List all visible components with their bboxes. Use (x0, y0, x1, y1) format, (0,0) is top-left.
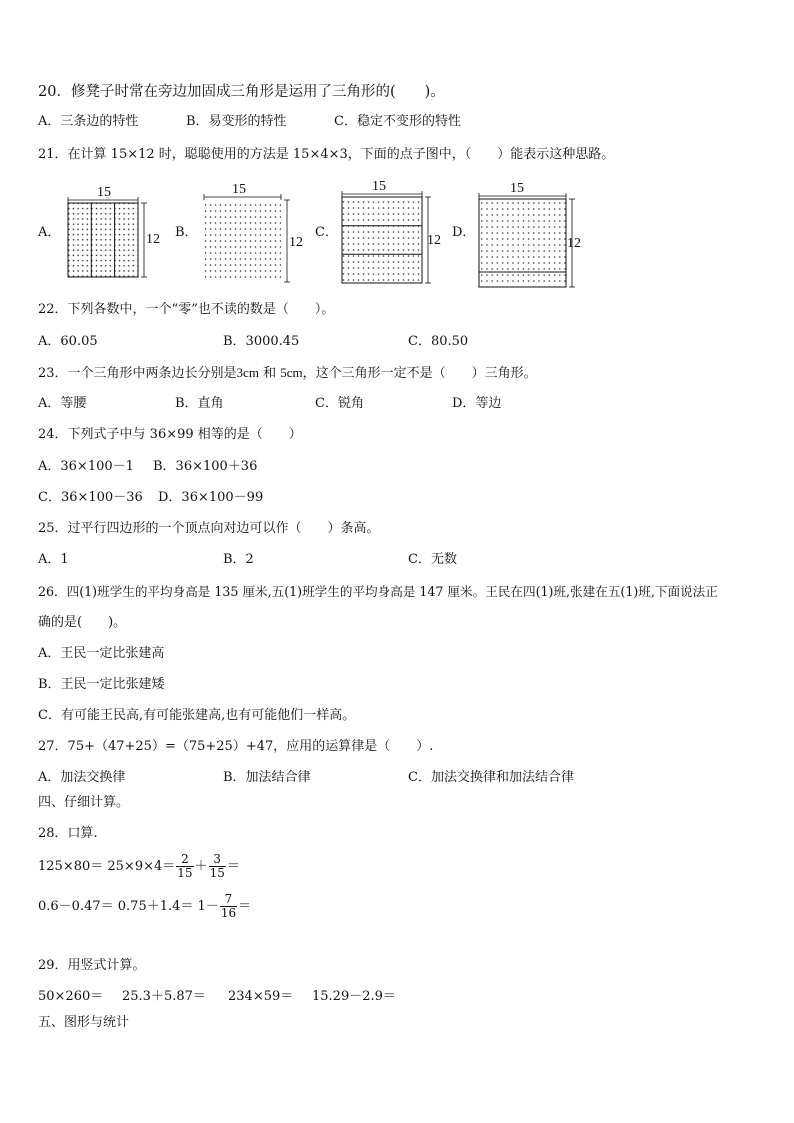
q23-stem (38, 365, 537, 382)
q21-option-a-label: A． (38, 225, 61, 240)
dot-grid-figure-b (198, 178, 310, 286)
q22-option-a: A．60.05 (38, 334, 98, 349)
q23-option-d: D．等边 (452, 396, 502, 411)
q21-option-d-label: D． (452, 225, 476, 240)
q29-item-2: 25.3＋5.87＝ (122, 989, 206, 1004)
fraction-denominator: 16 (220, 906, 237, 920)
q27-option-c: C．加法交换律和加法结合律 (408, 770, 574, 785)
q25-option-c: C．无数 (408, 552, 457, 567)
q21-option-b-label: B． (175, 225, 198, 240)
q22-stem: 22．下列各数中，一个“零”也不读的数是（ ）。 (38, 302, 335, 317)
equals-sign: ＝ (226, 859, 240, 874)
q27-option-a: A．加法交换律 (38, 770, 126, 785)
q20-option-a: A．三条边的特性 (38, 114, 139, 129)
q20-option-b: B．易变形的特性 (186, 114, 287, 129)
q28-stem: 28．口算. (38, 826, 98, 841)
figure-a-height-label: 12 (146, 232, 160, 247)
q23-option-c: C．锐角 (315, 396, 364, 411)
q24-option-a: A．36×100－1 (38, 459, 134, 474)
figure-c-width-label: 15 (372, 179, 386, 194)
fraction-denominator: 15 (209, 866, 225, 880)
q29-item-1: 50×260＝ (38, 989, 104, 1004)
q23-option-b: B．直角 (175, 396, 224, 411)
q25-stem: 25．过平行四边形的一个顶点向对边可以作（ ）条高。 (38, 521, 380, 536)
q23-stem-after: ，这个三角形一定不是（ ）三角形。 (302, 366, 537, 381)
section-5-heading: 五、图形与统计 (38, 1015, 130, 1030)
q22-option-b: B．3000.45 (223, 334, 300, 349)
figure-b-height-label: 12 (289, 235, 303, 250)
equals-sign: ＝ (238, 899, 252, 914)
q29-item-3: 234×59＝ (228, 989, 294, 1004)
fraction-numerator: 7 (220, 893, 237, 907)
q26-stem-line2: 确的是( )。 (38, 615, 127, 630)
figure-d-width-label: 15 (510, 181, 524, 196)
section-4-heading: 四、仔细计算。 (38, 795, 130, 810)
q24-option-b: B．36×100＋36 (153, 459, 258, 474)
q24-stem: 24．下列式子中与 36×99 相等的是（ ） (38, 427, 302, 442)
q22-option-c: C．80.50 (408, 334, 469, 349)
figure-a-width-label: 15 (97, 185, 111, 200)
q21-stem: 21．在计算 15×12 时，聪聪使用的方法是 15×4×3，下面的点子图中，（ ）能表示这种思路。 (38, 147, 615, 162)
q28-row-1 (38, 850, 240, 884)
one-minus: 1－ (197, 899, 219, 914)
fraction-numerator: 2 (176, 853, 193, 867)
q24-option-d: D．36×100－99 (158, 490, 264, 505)
q23-stem-before: 23．一个三角形中两条边长分别是 (38, 366, 237, 381)
q26-stem-line1: 26．四(1)班学生的平均身高是 135 厘米,五(1)班学生的平均身高是 147 厘米。王民在四(1)班,张建在五(1)班,下面说法正 (38, 584, 718, 599)
q28-expr-2: 25×9×4＝ (107, 859, 176, 874)
q28-expr-1: 125×80＝ (38, 859, 104, 874)
q27-option-b: B．加法结合律 (223, 770, 311, 785)
fraction-numerator: 3 (209, 853, 226, 867)
figure-c-height-label: 12 (427, 233, 441, 248)
q23-length-2: 5cm (280, 365, 303, 380)
q29-item-4: 15.29－2.9＝ (312, 989, 396, 1004)
fraction-7-16 (220, 893, 237, 920)
figure-d-height-label: 12 (567, 236, 581, 251)
q20-option-c: C．稳定不变形的特性 (334, 114, 461, 129)
fraction-3-15 (209, 853, 226, 880)
figure-b-width-label: 15 (232, 182, 246, 197)
q28-expr-3: 0.6－0.47＝ (38, 899, 114, 914)
q28-row-2 (38, 890, 251, 924)
fraction-2-15 (176, 853, 193, 880)
q25-option-b: B．2 (223, 552, 254, 567)
fraction-denominator: 15 (177, 866, 193, 880)
q28-expr-4: 0.75＋1.4＝ (117, 899, 194, 914)
q21-option-c-label: C． (315, 225, 338, 240)
dot-grid-figure-d (474, 176, 590, 292)
q23-length-1: 3cm (236, 365, 259, 380)
q25-option-a: A．1 (38, 552, 69, 567)
q26-option-a: A．王民一定比张建高 (38, 646, 165, 661)
q23-option-a: A．等腰 (38, 396, 87, 411)
q20-stem: 20．修凳子时常在旁边加固成三角形是运用了三角形的( )。 (38, 84, 445, 100)
q27-stem: 27．75+（47+25）=（75+25）+47，应用的运算律是（ ）. (38, 739, 434, 754)
dot-grid-figure-c (336, 175, 448, 287)
dot-grid-figure-a (62, 180, 167, 280)
q26-option-c: C．有可能王民高,有可能张建高,也有可能他们一样高。 (38, 708, 356, 723)
q24-option-c: C．36×100－36 (38, 490, 143, 505)
q29-stem: 29．用竖式计算。 (38, 958, 146, 973)
q26-option-b: B．王民一定比张建矮 (38, 677, 165, 692)
q23-and: 和 (258, 366, 281, 381)
plus-sign: ＋ (194, 859, 208, 874)
